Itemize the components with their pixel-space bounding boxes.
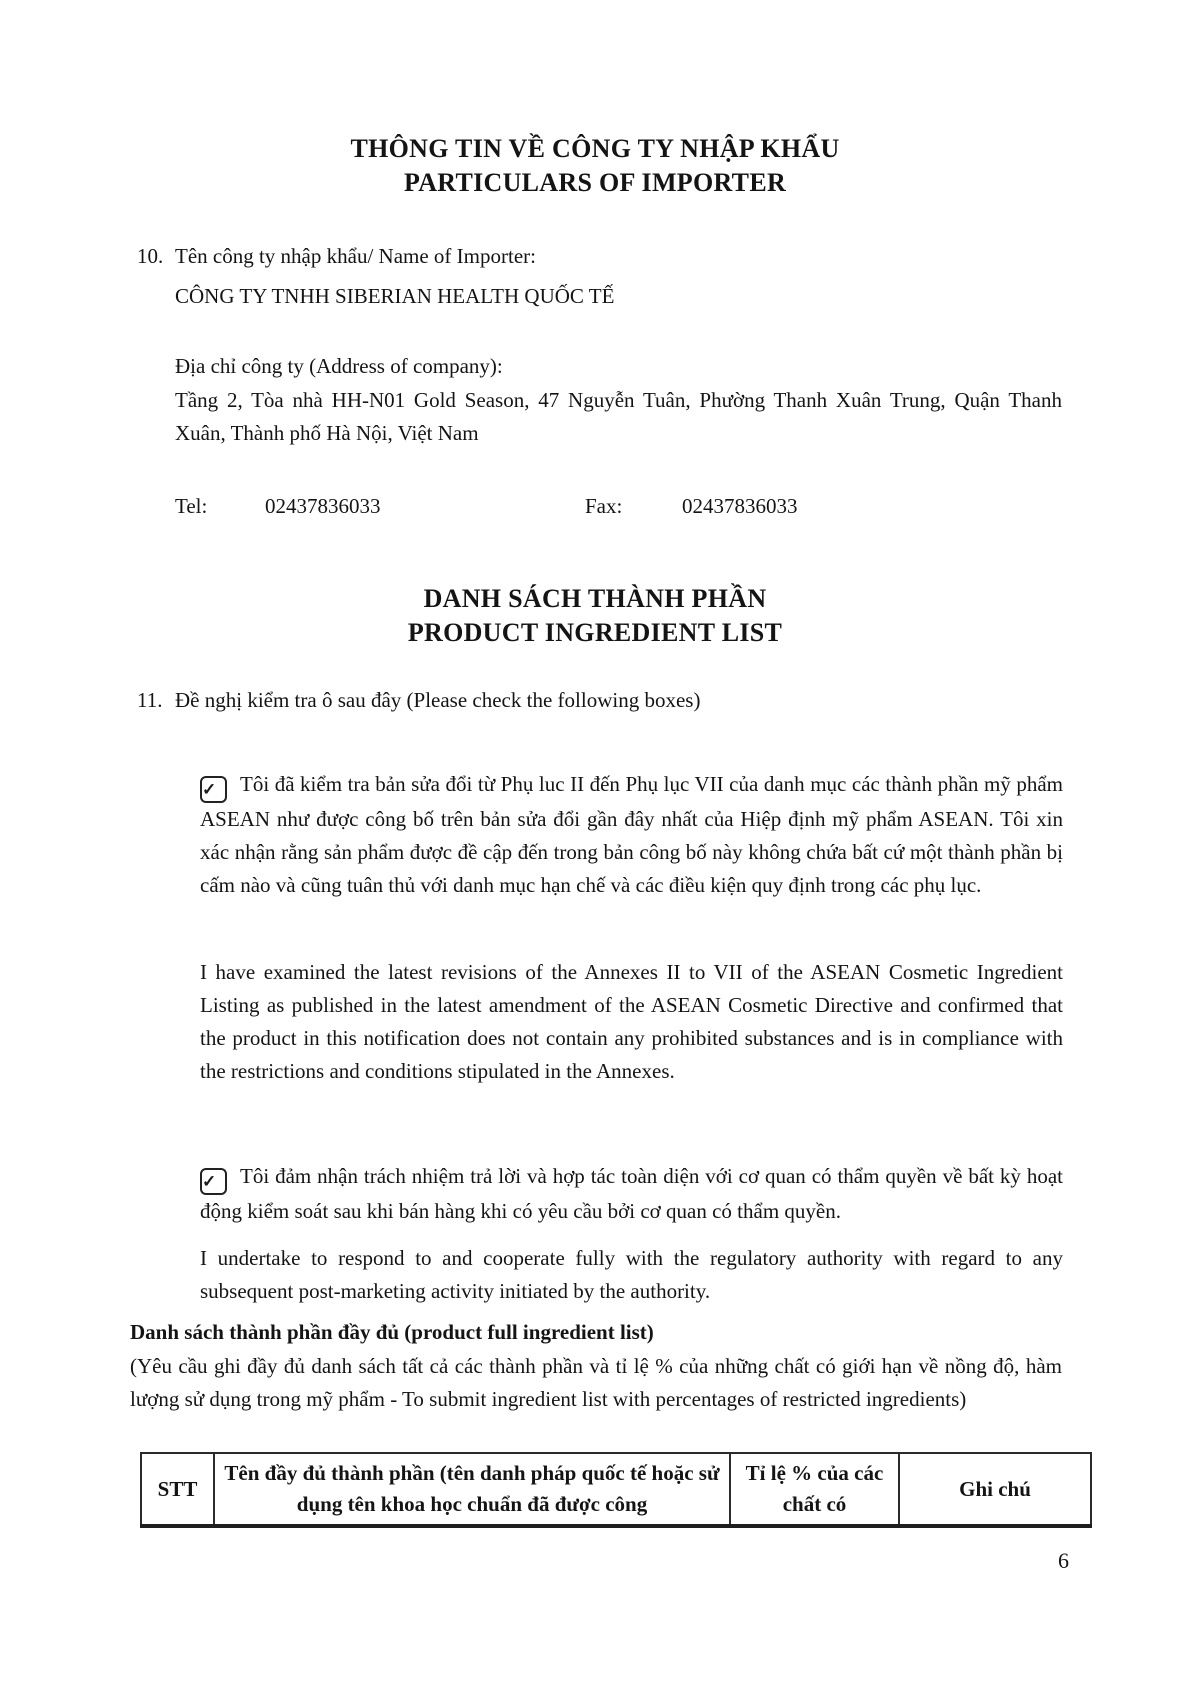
ingredient-table-header-row [141,1453,1091,1526]
declaration-2-vi [200,1160,1063,1228]
table-header-percentage: Tỉ lệ % của các chất có [730,1453,899,1526]
importer-section-title-en: PARTICULARS OF IMPORTER [403,168,787,197]
tel-fax-row [0,490,1190,524]
item-11-number: 11. [137,688,163,712]
importer-name-label: Tên công ty nhập khẩu/ Name of Importer: [175,244,536,268]
fax-label: Fax: [585,494,623,518]
tel-label: Tel: [175,494,208,518]
ingredient-section-title-en: PRODUCT INGREDIENT LIST [407,618,783,647]
importer-section-title-vi: THÔNG TIN VỀ CÔNG TY NHẬP KHẨU [350,134,840,163]
declaration-2-en-text: I undertake to respond to and cooperate fully with the regulatory authority with regard to any subsequent post-marketing activity initiated by the authority. [200,1246,1063,1303]
checkbox-annexes-checked-icon[interactable]: ✓ [200,776,227,803]
declaration-1-vi [200,768,1063,902]
declaration-1-vi-text: Tôi đã kiểm tra bản sửa đổi từ Phụ luc II đến Phụ lục VII của danh mục các thành phần mỹ phẩm ASEAN như được công bố trên bản sửa đổi gần đây nhất của Hiệp định mỹ phẩm ASEAN. Tôi xin xác nhận rằng sản phẩm được đề cập đến trong bản công bố này không chứa bất cứ một thành phần bị cấm nào và cũng tuân thủ với danh mục hạn chế và các điều kiện quy định trong các phụ lục. [200,772,1063,897]
ingredient-section-title-vi: DANH SÁCH THÀNH PHẦN [423,584,767,613]
table-header-stt: STT [141,1453,214,1526]
address-label: Địa chỉ công ty (Address of company): [175,354,503,378]
page-number: 6 [1058,1548,1069,1573]
full-ingredient-list-note: (Yêu cầu ghi đầy đủ danh sách tất cả các thành phần và tỉ lệ % của những chất có giới hạn về nồng độ, hàm lượng sử dụng trong mỹ phẩm - To submit ingredient list with percentages of restricted ingredients) [130,1354,1062,1411]
address-value: Tầng 2, Tòa nhà HH-N01 Gold Season, 47 Nguyễn Tuân, Phường Thanh Xuân Trung, Quận Thanh Xuân, Thành phố Hà Nội, Việt Nam [175,388,1062,445]
declaration-2-vi-text: Tôi đảm nhận trách nhiệm trả lời và hợp tác toàn diện với cơ quan có thẩm quyền về bất kỳ hoạt động kiểm soát sau khi bán hàng khi có yêu cầu bởi cơ quan có thẩm quyền. [200,1164,1063,1223]
ingredient-table [140,1452,1092,1528]
full-ingredient-list-heading: Danh sách thành phần đầy đủ (product full ingredient list) [130,1320,654,1344]
importer-name-value: CÔNG TY TNHH SIBERIAN HEALTH QUỐC TẾ [175,284,615,308]
item-10-number: 10. [137,244,164,268]
table-header-ingredient-name: Tên đầy đủ thành phần (tên danh pháp quốc tế hoặc sử dụng tên khoa học chuẩn đã được công [214,1453,730,1526]
check-boxes-label: Đề nghị kiểm tra ô sau đây (Please check the following boxes) [175,688,701,712]
checkbox-undertake-checked-icon[interactable]: ✓ [200,1168,227,1195]
table-header-notes: Ghi chú [899,1453,1091,1526]
declaration-1-en-text: I have examined the latest revisions of the Annexes II to VII of the ASEAN Cosmetic Ingredient Listing as published in the latest amendment of the ASEAN Cosmetic Directive and confirmed that the product in this notification does not contain any prohibited substances and is in compliance with the restrictions and conditions stipulated in the Annexes. [200,960,1063,1083]
tel-value: 02437836033 [265,494,381,518]
fax-value: 02437836033 [682,494,798,518]
